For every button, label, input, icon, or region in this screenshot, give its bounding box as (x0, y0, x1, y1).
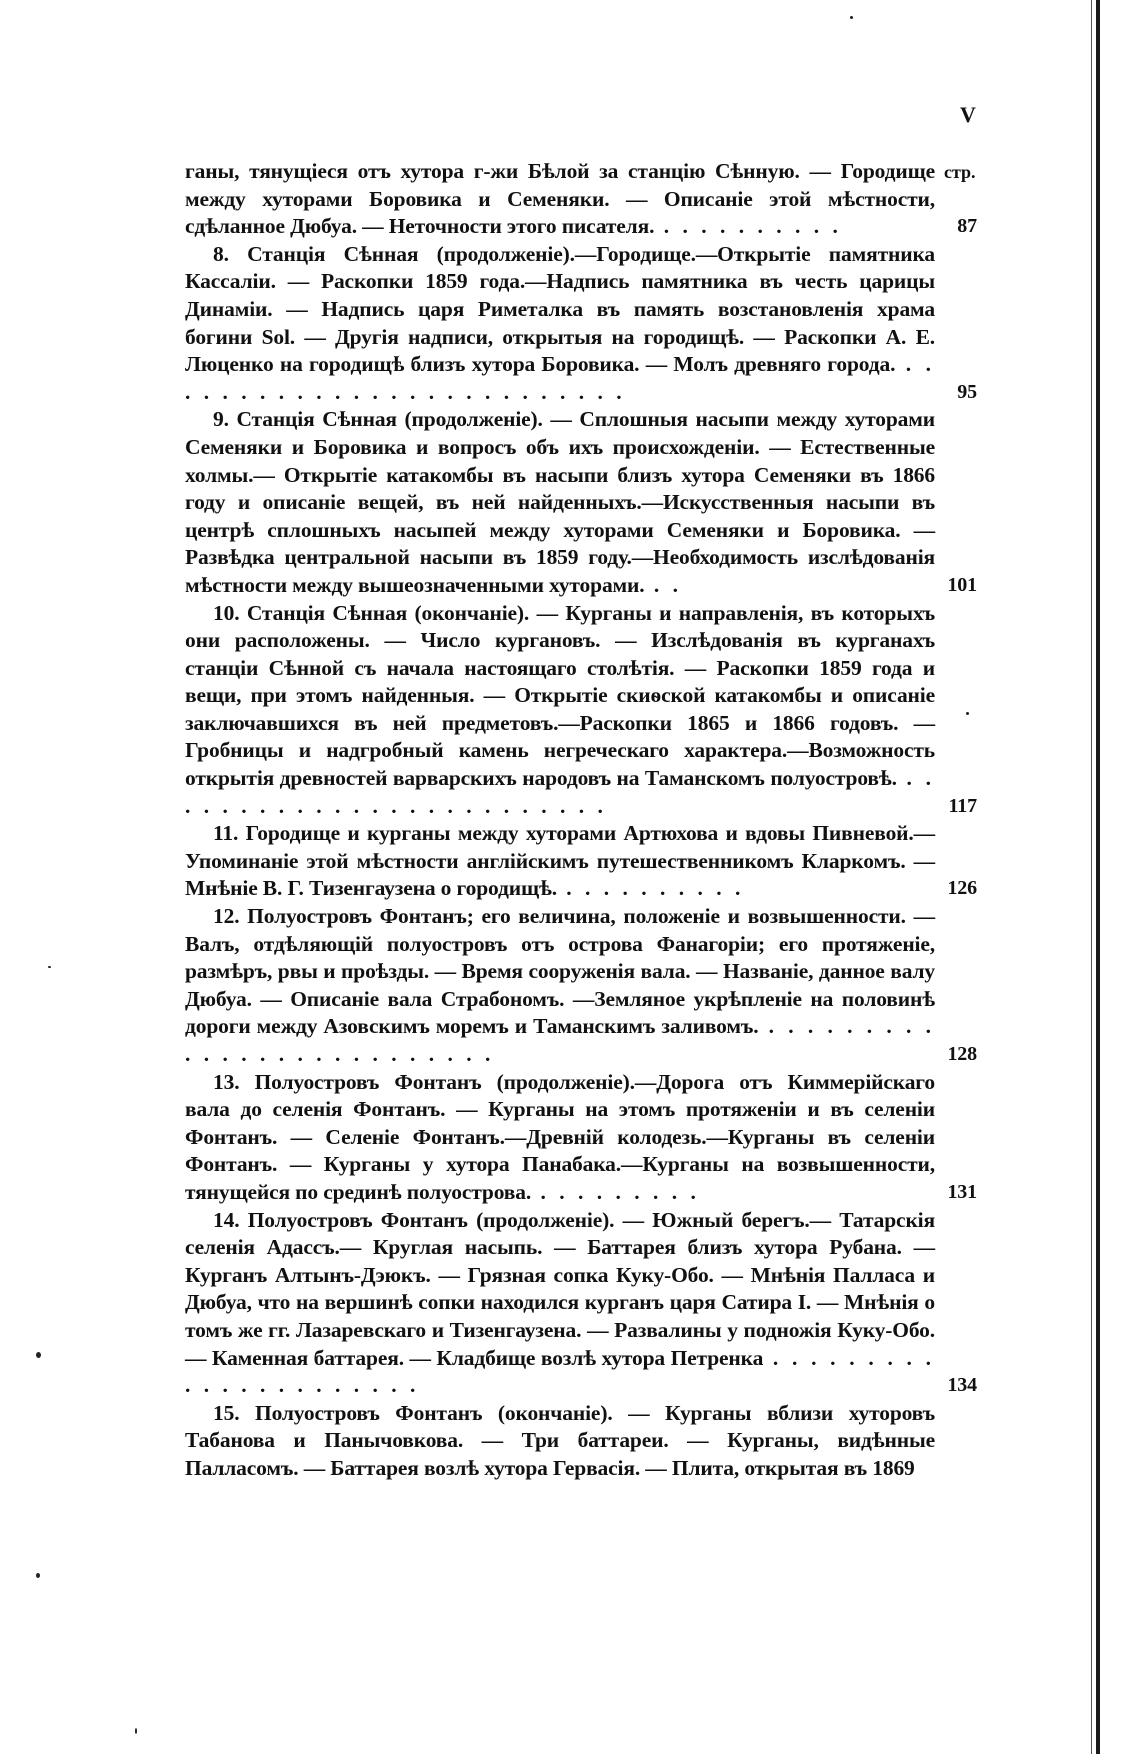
toc-entry-text: 10. Станція Сѣнная (окончаніе). — Курганы и направленія, въ которыхъ они расположены. — Число кургановъ. — Изслѣдованія въ курганахъ станціи Сѣнной съ начала настоящаго столѣтія. — Раскопки 1859 года и вещи, при этомъ найденныя. — Открытіе скиѳской катакомбы и описаніе заключавшихся въ ней предметовъ.—Раскопки 1865 и 1866 годовъ. — Гробницы и надгробный камень негреческаго характера.—Возможность открытія древностей варварскихъ народовъ на Таманскомъ полуостровѣ. (185, 600, 935, 791)
scan-speck (135, 1728, 137, 1734)
toc-entry-text: 14. Полуостровъ Фонтанъ (продолженіе). — Южный берегъ.— Татарскія селенія Адассъ.— Круглая насыпь. — Баттарея близъ хутора Рубана. — Курганъ Алтынъ-Дэюкъ. — Грязная сопка Куку-Обо. — Мнѣнія Палласа и Дюбуа, что на вершинѣ сопки находился курганъ царя Сатира I. — Мнѣнія о томъ же гг. Лазаревскаго и Тизенгаузена. — Развалины у подножія Куку-Обо. — Каменная баттарея. — Кладбище возлѣ хутора Петренка (185, 1207, 935, 1370)
toc-entry-body (185, 1400, 935, 1483)
toc-entry-leader: . . . . . . . . . . . . . . . . . . . . . . . . . . (185, 1014, 936, 1066)
toc-entry-page: 117 (948, 794, 977, 817)
toc-entry (185, 903, 977, 1069)
page-column-label: стр. (944, 162, 976, 182)
toc-entry-text: 8. Станція Сѣнная (продолженіе).—Городище.—Открытіе памятника Кассаліи. — Раскопки 1859 года.—Надпись памятника въ честь царицы Динаміи. — Надпись царя Риметалка въ память возстановленія храма богини Sol. — Другія надписи, открытыя на городищѣ. — Раскопки А. Е. Люценко на городищѣ близъ хутора Боровика. — Молъ древняго города. (185, 241, 935, 377)
toc-entry-leader: . . . . . . . . . . . . . . . . . . . . . . (185, 1345, 936, 1398)
toc-entry (185, 600, 977, 821)
scan-speck (36, 1352, 41, 1358)
page-number: V (960, 102, 976, 127)
toc-entry-text: ганы, тянущіеся отъ хутора г-жи Бѣлой за станцію Сѣнную. — Городище между хуторами Боровика и Семеняки. — Описаніе этой мѣстности, сдѣланное Дюбуа. — Неточности этого писателя. (185, 159, 935, 239)
toc-entry-page: 128 (947, 1043, 977, 1065)
toc-entry-leader: . . . . . . . . . . . . . . . . . . . . . . . . . (185, 766, 935, 818)
toc-entry-leader: . . . . . . . . . (531, 1179, 700, 1204)
toc-entry (185, 1400, 935, 1483)
toc-entry-body (185, 158, 935, 241)
toc-entry-page: 126 (947, 877, 977, 900)
toc-entry-page: 101 (947, 573, 977, 596)
toc-entry-leader: . . . . . . . . . . (556, 876, 745, 901)
toc-entry (185, 1069, 977, 1207)
scan-speck (966, 712, 969, 715)
toc-entry-body (185, 600, 935, 821)
toc-entry-text: 15. Полуостровъ Фонтанъ (окончаніе). — Курганы вблизи хуторовъ Табанова и Панычовкова. — Три баттареи. — Курганы, видѣнные Палласомъ. — Баттарея возлѣ хутора Гервасія. — Плита, открытая въ 1869 (185, 1400, 935, 1480)
toc-entry-body (185, 820, 935, 903)
toc-entry (185, 406, 977, 599)
table-of-contents (185, 158, 977, 1483)
scan-speck (850, 16, 853, 19)
toc-entry-leader: . . . . . . . . . . . . . . . . . . . . . . . . . . (185, 352, 936, 404)
toc-entry-body (185, 241, 935, 407)
toc-entry-text: 11. Городище и курганы между хуторами Артюхова и вдовы Пивневой.—Упоминаніе этой мѣстности англійскимъ путешественникомъ Кларкомъ. — Мнѣніе В. Г. Тизенгаузена о городищѣ. (185, 821, 935, 901)
toc-entry-leader: . . . . . . . . . . (654, 214, 842, 239)
toc-entry (185, 1207, 977, 1400)
toc-entry-page: 134 (947, 1374, 977, 1397)
toc-entry-text: 13. Полуостровъ Фонтанъ (продолженіе).—Дорога отъ Киммерійскаго вала до селенія Фонтанъ. — Курганы на этомъ протяженіи и въ селеніи Фонтанъ. — Селеніе Фонтанъ.—Древній колодезь.—Курганы въ селеніи Фонтанъ. — Курганы у хутора Панабака.—Курганы на возвышенности, тянущейся по срединѣ полуострова. (185, 1069, 935, 1204)
toc-entry-body (185, 903, 935, 1069)
toc-entry (185, 820, 977, 903)
toc-entry-page: 87 (957, 215, 977, 238)
toc-entry (185, 241, 977, 407)
toc-entry-text: 12. Полуостровъ Фонтанъ; его величина, положеніе и возвышенности. — Валъ, отдѣляющій полуостровъ отъ острова Фанагоріи; его протяженіе, размѣръ, рвы и проѣзды. — Время сооруженія вала. — Названіе, данное валу Дюбуа. — Описаніе вала Страбономъ. —Земляное укрѣпленіе на половинѣ дороги между Азовскимъ моремъ и Таманскимъ заливомъ. (185, 904, 935, 1039)
scan-speck (48, 966, 51, 968)
scan-speck (36, 1573, 40, 1578)
toc-entry-body (185, 1207, 935, 1400)
toc-entry-leader: . . (644, 572, 683, 597)
toc-entry-page: 131 (947, 1180, 977, 1203)
toc-entry-body (185, 1069, 935, 1207)
toc-entry-page: 95 (957, 380, 977, 403)
scan-edge (1096, 0, 1100, 1754)
scan-edge-thin (1091, 0, 1092, 1754)
toc-entry-body (185, 406, 935, 599)
toc-entry-text: 9. Станція Сѣнная (продолженіе). — Сплошныя насыпи между хуторами Семеняки и Боровика и вопросъ объ ихъ происхожденіи. — Естественные холмы.— Открытіе катакомбы въ насыпи близъ хутора Семеняки въ 1866 году и описаніе вещей, въ ней найденныхъ.—Искусственныя насыпи въ центрѣ сплошныхъ насыпей между хуторами Семеняки и Боровика. — Развѣдка центральной насыпи въ 1859 году.—Необходимость изслѣдованія мѣстности между вышеозначенными хуторами. (185, 407, 935, 597)
